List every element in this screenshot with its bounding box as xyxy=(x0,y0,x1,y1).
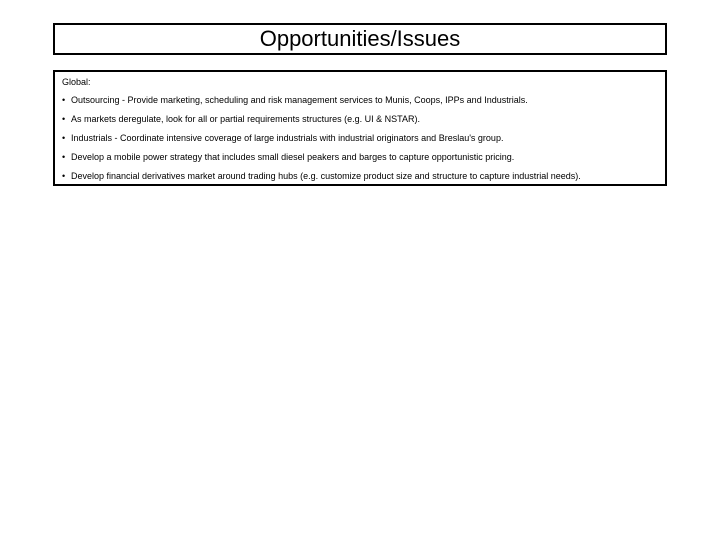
bullet-icon: • xyxy=(62,95,66,105)
bullet-item xyxy=(62,114,581,125)
bullet-text: Develop a mobile power strategy that includes small diesel peakers and barges to capture opportunistic pricing. xyxy=(71,152,515,162)
bullet-item xyxy=(62,171,581,182)
title-box xyxy=(53,23,667,55)
slide-title: Opportunities/Issues xyxy=(259,26,461,51)
content-box xyxy=(53,70,667,186)
bullet-text: Outsourcing - Provide marketing, scheduling and risk management services to Munis, Coops, IPPs and Industrials. xyxy=(71,95,528,105)
bullet-text: Industrials - Coordinate intensive coverage of large industrials with industrial originators and Breslau's group. xyxy=(71,133,504,143)
bullet-item xyxy=(62,133,581,144)
bullet-icon: • xyxy=(62,133,66,143)
bullet-list xyxy=(62,95,581,190)
bullet-icon: • xyxy=(62,152,66,162)
bullet-text: As markets deregulate, look for all or partial requirements structures (e.g. UI & NSTAR). xyxy=(71,114,420,124)
bullet-icon: • xyxy=(62,171,66,181)
section-label: Global: xyxy=(62,77,91,87)
bullet-item xyxy=(62,152,581,163)
bullet-icon: • xyxy=(62,114,66,124)
bullet-item xyxy=(62,95,581,106)
bullet-text: Develop financial derivatives market around trading hubs (e.g. customize product size and structure to capture industrial needs). xyxy=(71,171,581,181)
